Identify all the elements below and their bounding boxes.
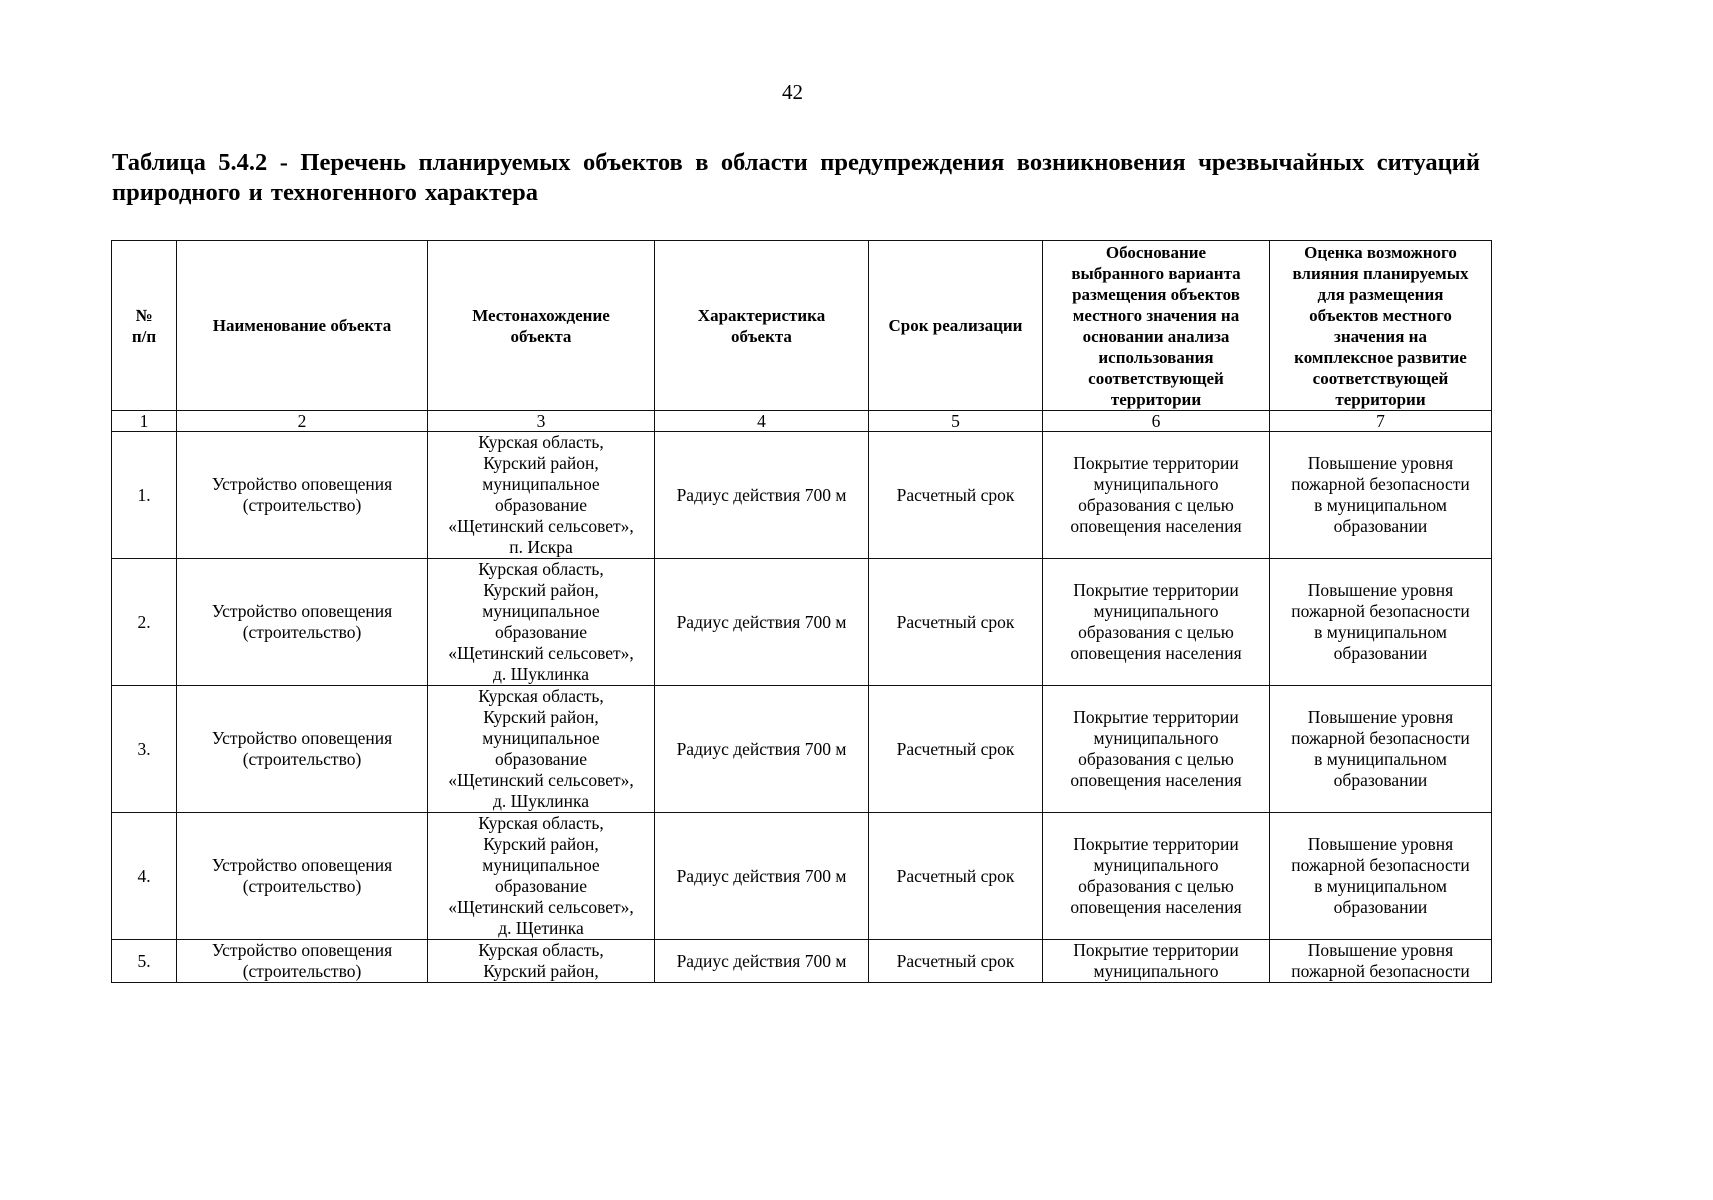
object-justification: Покрытие территории муниципального образования с целью оповещения населения	[1043, 686, 1270, 813]
object-justification: Покрытие территории муниципального	[1043, 940, 1270, 983]
table-title: Таблица 5.4.2 - Перечень планируемых объектов в области предупреждения возникновения чрезвычайных ситуаций природного и техногенного характера	[112, 149, 1480, 206]
table-row	[112, 559, 1492, 686]
object-location: Курская область, Курский район, муниципальное образование «Щетинский сельсовет», д. Щетинка	[428, 813, 655, 940]
object-characteristic: Радиус действия 700 м	[655, 940, 869, 983]
object-characteristic: Радиус действия 700 м	[655, 686, 869, 813]
table-row	[112, 686, 1492, 813]
object-location: Курская область, Курский район, муниципальное образование «Щетинский сельсовет», д. Шуклинка	[428, 686, 655, 813]
column-number-row	[112, 411, 1492, 432]
object-justification: Покрытие территории муниципального образования с целью оповещения населения	[1043, 559, 1270, 686]
column-number: 3	[428, 411, 655, 432]
row-number: 3.	[112, 686, 177, 813]
column-number: 4	[655, 411, 869, 432]
object-characteristic: Радиус действия 700 м	[655, 559, 869, 686]
object-characteristic: Радиус действия 700 м	[655, 432, 869, 559]
object-name: Устройство оповещения (строительство)	[177, 559, 428, 686]
table-row	[112, 813, 1492, 940]
object-location: Курская область, Курский район, муниципальное образование «Щетинский сельсовет», п. Искра	[428, 432, 655, 559]
column-number: 1	[112, 411, 177, 432]
header-object-name: Наименование объекта	[177, 241, 428, 411]
object-location: Курская область, Курский район, муниципальное образование «Щетинский сельсовет», д. Шуклинка	[428, 559, 655, 686]
page-number: 42	[782, 80, 803, 104]
object-name: Устройство оповещения (строительство)	[177, 940, 428, 983]
column-number: 5	[869, 411, 1043, 432]
object-term: Расчетный срок	[869, 686, 1043, 813]
object-assessment: Повышение уровня пожарной безопасности в муниципальном образовании	[1270, 559, 1492, 686]
header-location: Местонахождение объекта	[428, 241, 655, 411]
object-name: Устройство оповещения (строительство)	[177, 686, 428, 813]
table-header-row	[112, 241, 1492, 411]
object-characteristic: Радиус действия 700 м	[655, 813, 869, 940]
object-assessment: Повышение уровня пожарной безопасности в муниципальном образовании	[1270, 686, 1492, 813]
column-number: 2	[177, 411, 428, 432]
object-justification: Покрытие территории муниципального образования с целью оповещения населения	[1043, 813, 1270, 940]
object-justification: Покрытие территории муниципального образования с целью оповещения населения	[1043, 432, 1270, 559]
header-term: Срок реализации	[869, 241, 1043, 411]
row-number: 4.	[112, 813, 177, 940]
object-assessment: Повышение уровня пожарной безопасности в муниципальном образовании	[1270, 813, 1492, 940]
object-assessment: Повышение уровня пожарной безопасности в муниципальном образовании	[1270, 432, 1492, 559]
row-number: 2.	[112, 559, 177, 686]
object-name: Устройство оповещения (строительство)	[177, 432, 428, 559]
object-term: Расчетный срок	[869, 813, 1043, 940]
object-term: Расчетный срок	[869, 432, 1043, 559]
object-term: Расчетный срок	[869, 940, 1043, 983]
objects-table	[111, 240, 1492, 983]
header-justification: Обоснование выбранного варианта размещения объектов местного значения на основании анализа использования соответствующей территории	[1043, 241, 1270, 411]
object-assessment: Повышение уровня пожарной безопасности	[1270, 940, 1492, 983]
header-number: № п/п	[112, 241, 177, 411]
header-assessment: Оценка возможного влияния планируемых для размещения объектов местного значения на комплексное развитие соответствующей территории	[1270, 241, 1492, 411]
object-location: Курская область, Курский район,	[428, 940, 655, 983]
header-characteristic: Характеристика объекта	[655, 241, 869, 411]
column-number: 6	[1043, 411, 1270, 432]
column-number: 7	[1270, 411, 1492, 432]
table-row	[112, 432, 1492, 559]
row-number: 1.	[112, 432, 177, 559]
object-name: Устройство оповещения (строительство)	[177, 813, 428, 940]
table-row	[112, 940, 1492, 983]
row-number: 5.	[112, 940, 177, 983]
object-term: Расчетный срок	[869, 559, 1043, 686]
